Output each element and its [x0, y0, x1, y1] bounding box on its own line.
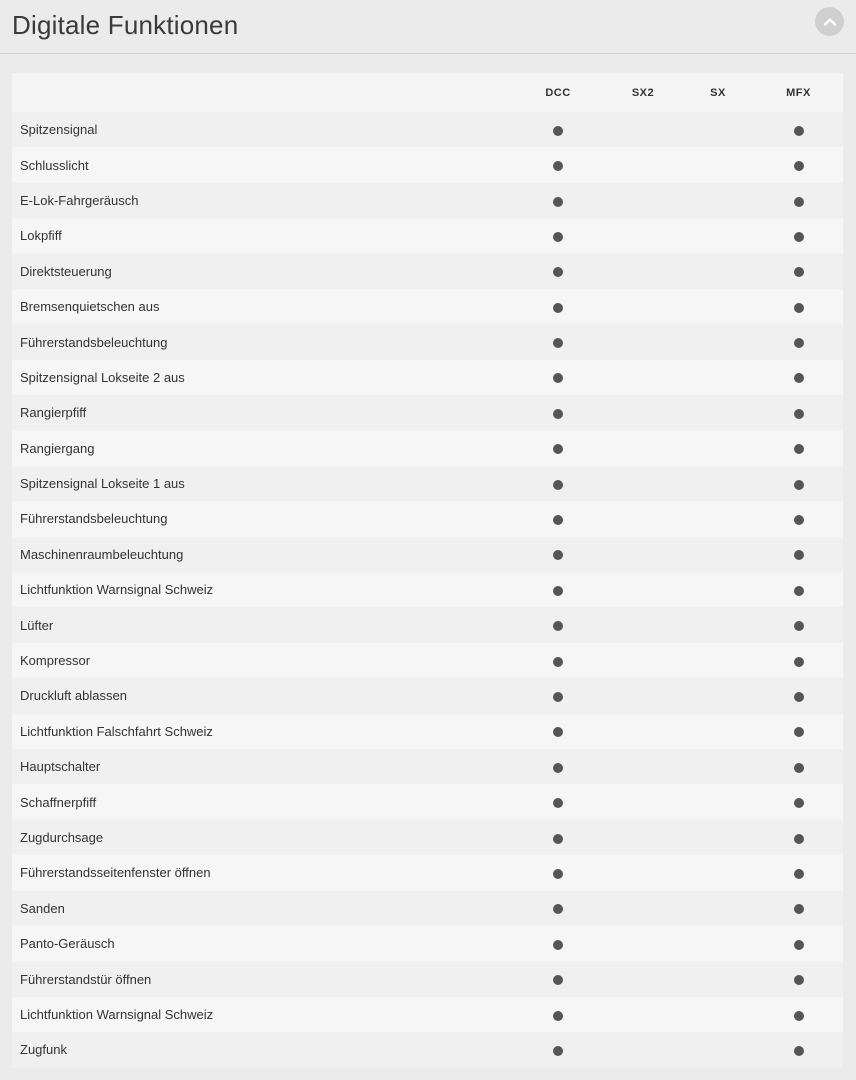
- supported-dot-icon: [553, 126, 563, 136]
- function-label: Schlusslicht: [12, 147, 512, 182]
- support-cell-sx2: [604, 855, 682, 890]
- support-cell-mfx: [754, 501, 843, 536]
- supported-dot-icon: [553, 1046, 563, 1056]
- support-cell-mfx: [754, 961, 843, 996]
- table-row: [12, 289, 843, 324]
- support-cell-mfx: [754, 324, 843, 359]
- supported-dot-icon: [553, 444, 563, 454]
- support-cell-dcc: [512, 926, 604, 961]
- table-row: [12, 1032, 843, 1067]
- supported-dot-icon: [794, 869, 804, 879]
- supported-dot-icon: [794, 444, 804, 454]
- support-cell-dcc: [512, 324, 604, 359]
- support-cell-dcc: [512, 891, 604, 926]
- function-label: Führerstandsbeleuchtung: [12, 324, 512, 359]
- support-cell-dcc: [512, 466, 604, 501]
- support-cell-sx: [682, 466, 754, 501]
- support-cell-dcc: [512, 501, 604, 536]
- supported-dot-icon: [794, 373, 804, 383]
- support-cell-mfx: [754, 997, 843, 1032]
- table-row: [12, 607, 843, 642]
- support-cell-dcc: [512, 112, 604, 147]
- supported-dot-icon: [553, 621, 563, 631]
- support-cell-dcc: [512, 820, 604, 855]
- supported-dot-icon: [794, 727, 804, 737]
- function-label: Bremsenquietschen aus: [12, 289, 512, 324]
- function-label: Führerstandstür öffnen: [12, 961, 512, 996]
- function-label: Panto-Geräusch: [12, 926, 512, 961]
- support-cell-dcc: [512, 1032, 604, 1067]
- column-header-sx2: SX2: [604, 73, 682, 112]
- function-label: Spitzensignal: [12, 112, 512, 147]
- section-title: Digitale Funktionen: [12, 10, 239, 40]
- supported-dot-icon: [794, 940, 804, 950]
- table-row: [12, 395, 843, 430]
- supported-dot-icon: [794, 267, 804, 277]
- table-row: [12, 112, 843, 147]
- column-header-dcc: DCC: [512, 73, 604, 112]
- table-row: [12, 537, 843, 572]
- column-header-sx: SX: [682, 73, 754, 112]
- support-cell-sx2: [604, 784, 682, 819]
- support-cell-dcc: [512, 784, 604, 819]
- support-cell-sx: [682, 537, 754, 572]
- support-cell-mfx: [754, 678, 843, 713]
- support-cell-sx2: [604, 607, 682, 642]
- column-header-mfx: MFX: [754, 73, 843, 112]
- support-cell-sx: [682, 714, 754, 749]
- supported-dot-icon: [553, 161, 563, 171]
- support-cell-mfx: [754, 360, 843, 395]
- support-cell-sx: [682, 855, 754, 890]
- function-label: Führerstandsseitenfenster öffnen: [12, 855, 512, 890]
- support-cell-mfx: [754, 147, 843, 182]
- support-cell-sx: [682, 643, 754, 678]
- table-row: [12, 926, 843, 961]
- supported-dot-icon: [553, 657, 563, 667]
- support-cell-dcc: [512, 147, 604, 182]
- supported-dot-icon: [794, 515, 804, 525]
- support-cell-mfx: [754, 643, 843, 678]
- support-cell-dcc: [512, 607, 604, 642]
- supported-dot-icon: [553, 515, 563, 525]
- supported-dot-icon: [794, 480, 804, 490]
- chevron-up-icon: [822, 14, 838, 30]
- support-cell-sx2: [604, 218, 682, 253]
- table-row: [12, 254, 843, 289]
- function-label: Spitzensignal Lokseite 2 aus: [12, 360, 512, 395]
- supported-dot-icon: [794, 798, 804, 808]
- support-cell-sx2: [604, 112, 682, 147]
- function-label: Lichtfunktion Falschfahrt Schweiz: [12, 714, 512, 749]
- support-cell-mfx: [754, 395, 843, 430]
- support-cell-sx: [682, 926, 754, 961]
- supported-dot-icon: [553, 763, 563, 773]
- support-cell-sx: [682, 324, 754, 359]
- supported-dot-icon: [553, 727, 563, 737]
- table-row: [12, 749, 843, 784]
- support-cell-sx: [682, 395, 754, 430]
- support-cell-dcc: [512, 961, 604, 996]
- support-cell-dcc: [512, 714, 604, 749]
- table-row: [12, 147, 843, 182]
- support-cell-sx2: [604, 749, 682, 784]
- support-cell-sx: [682, 678, 754, 713]
- function-label: Lüfter: [12, 607, 512, 642]
- support-cell-dcc: [512, 360, 604, 395]
- function-label: Kompressor: [12, 643, 512, 678]
- supported-dot-icon: [553, 798, 563, 808]
- support-cell-mfx: [754, 537, 843, 572]
- support-cell-dcc: [512, 431, 604, 466]
- function-label: Rangiergang: [12, 431, 512, 466]
- supported-dot-icon: [553, 1011, 563, 1021]
- table-row: [12, 855, 843, 890]
- support-cell-dcc: [512, 643, 604, 678]
- supported-dot-icon: [553, 232, 563, 242]
- table-row: [12, 678, 843, 713]
- support-cell-sx: [682, 997, 754, 1032]
- support-cell-dcc: [512, 537, 604, 572]
- support-cell-sx2: [604, 289, 682, 324]
- support-cell-sx2: [604, 254, 682, 289]
- table-row: [12, 466, 843, 501]
- supported-dot-icon: [794, 338, 804, 348]
- supported-dot-icon: [553, 975, 563, 985]
- supported-dot-icon: [794, 1046, 804, 1056]
- table-row: [12, 714, 843, 749]
- support-cell-sx2: [604, 360, 682, 395]
- supported-dot-icon: [794, 197, 804, 207]
- support-cell-mfx: [754, 218, 843, 253]
- supported-dot-icon: [553, 197, 563, 207]
- supported-dot-icon: [794, 834, 804, 844]
- function-label: Direktsteuerung: [12, 254, 512, 289]
- support-cell-sx: [682, 607, 754, 642]
- supported-dot-icon: [794, 126, 804, 136]
- support-cell-sx: [682, 891, 754, 926]
- support-cell-dcc: [512, 254, 604, 289]
- function-label: Schaffnerpfiff: [12, 784, 512, 819]
- support-cell-sx2: [604, 572, 682, 607]
- support-cell-sx2: [604, 820, 682, 855]
- support-cell-dcc: [512, 183, 604, 218]
- supported-dot-icon: [553, 692, 563, 702]
- support-cell-sx2: [604, 501, 682, 536]
- support-cell-sx: [682, 749, 754, 784]
- support-cell-sx2: [604, 466, 682, 501]
- support-cell-dcc: [512, 749, 604, 784]
- table-header-row: [12, 73, 843, 112]
- table-row: [12, 218, 843, 253]
- support-cell-dcc: [512, 395, 604, 430]
- support-cell-sx2: [604, 926, 682, 961]
- function-label: Lichtfunktion Warnsignal Schweiz: [12, 997, 512, 1032]
- support-cell-sx: [682, 360, 754, 395]
- support-cell-sx: [682, 820, 754, 855]
- support-cell-dcc: [512, 289, 604, 324]
- support-cell-dcc: [512, 997, 604, 1032]
- support-cell-mfx: [754, 820, 843, 855]
- support-cell-mfx: [754, 749, 843, 784]
- support-cell-sx2: [604, 395, 682, 430]
- support-cell-sx2: [604, 891, 682, 926]
- support-cell-sx: [682, 218, 754, 253]
- table-row: [12, 324, 843, 359]
- support-cell-mfx: [754, 607, 843, 642]
- table-row: [12, 784, 843, 819]
- support-cell-sx2: [604, 714, 682, 749]
- support-cell-mfx: [754, 183, 843, 218]
- supported-dot-icon: [794, 550, 804, 560]
- support-cell-sx2: [604, 643, 682, 678]
- function-label: Führerstandsbeleuchtung: [12, 501, 512, 536]
- functions-table-wrapper: [12, 73, 843, 1068]
- support-cell-sx: [682, 289, 754, 324]
- support-cell-dcc: [512, 572, 604, 607]
- supported-dot-icon: [553, 480, 563, 490]
- support-cell-mfx: [754, 926, 843, 961]
- supported-dot-icon: [794, 586, 804, 596]
- support-cell-sx: [682, 147, 754, 182]
- supported-dot-icon: [794, 1011, 804, 1021]
- support-cell-sx: [682, 254, 754, 289]
- support-cell-mfx: [754, 289, 843, 324]
- function-label: Maschinenraumbeleuchtung: [12, 537, 512, 572]
- supported-dot-icon: [794, 657, 804, 667]
- support-cell-mfx: [754, 112, 843, 147]
- table-row: [12, 183, 843, 218]
- function-label: Zugfunk: [12, 1032, 512, 1067]
- support-cell-mfx: [754, 572, 843, 607]
- support-cell-sx2: [604, 1032, 682, 1067]
- support-cell-sx: [682, 784, 754, 819]
- supported-dot-icon: [794, 975, 804, 985]
- support-cell-mfx: [754, 714, 843, 749]
- support-cell-sx2: [604, 183, 682, 218]
- function-label: Spitzensignal Lokseite 1 aus: [12, 466, 512, 501]
- supported-dot-icon: [794, 161, 804, 171]
- table-row: [12, 501, 843, 536]
- support-cell-sx2: [604, 997, 682, 1032]
- supported-dot-icon: [794, 904, 804, 914]
- supported-dot-icon: [794, 621, 804, 631]
- support-cell-dcc: [512, 678, 604, 713]
- supported-dot-icon: [553, 550, 563, 560]
- collapse-button[interactable]: [815, 7, 844, 36]
- table-row: [12, 997, 843, 1032]
- supported-dot-icon: [553, 267, 563, 277]
- section-header: [0, 0, 856, 54]
- function-label: Sanden: [12, 891, 512, 926]
- table-row: [12, 820, 843, 855]
- table-row: [12, 431, 843, 466]
- supported-dot-icon: [794, 692, 804, 702]
- support-cell-mfx: [754, 431, 843, 466]
- column-header-function: [12, 73, 512, 112]
- table-body: [12, 112, 843, 1068]
- supported-dot-icon: [553, 904, 563, 914]
- support-cell-mfx: [754, 891, 843, 926]
- function-label: Rangierpfiff: [12, 395, 512, 430]
- support-cell-sx: [682, 183, 754, 218]
- support-cell-sx: [682, 572, 754, 607]
- supported-dot-icon: [553, 338, 563, 348]
- support-cell-sx: [682, 112, 754, 147]
- support-cell-sx: [682, 431, 754, 466]
- support-cell-dcc: [512, 218, 604, 253]
- support-cell-sx: [682, 1032, 754, 1067]
- support-cell-sx2: [604, 431, 682, 466]
- support-cell-dcc: [512, 855, 604, 890]
- support-cell-sx2: [604, 537, 682, 572]
- functions-table: [12, 73, 843, 1068]
- support-cell-sx2: [604, 147, 682, 182]
- supported-dot-icon: [553, 834, 563, 844]
- supported-dot-icon: [794, 303, 804, 313]
- supported-dot-icon: [553, 409, 563, 419]
- function-label: E-Lok-Fahrgeräusch: [12, 183, 512, 218]
- table-row: [12, 961, 843, 996]
- support-cell-sx2: [604, 324, 682, 359]
- supported-dot-icon: [553, 869, 563, 879]
- support-cell-mfx: [754, 254, 843, 289]
- support-cell-sx2: [604, 961, 682, 996]
- support-cell-mfx: [754, 1032, 843, 1067]
- supported-dot-icon: [794, 232, 804, 242]
- function-label: Druckluft ablassen: [12, 678, 512, 713]
- table-row: [12, 572, 843, 607]
- table-row: [12, 360, 843, 395]
- support-cell-sx2: [604, 678, 682, 713]
- function-label: Hauptschalter: [12, 749, 512, 784]
- support-cell-sx: [682, 961, 754, 996]
- function-label: Lokpfiff: [12, 218, 512, 253]
- supported-dot-icon: [553, 586, 563, 596]
- supported-dot-icon: [553, 303, 563, 313]
- support-cell-sx: [682, 501, 754, 536]
- function-label: Zugdurchsage: [12, 820, 512, 855]
- support-cell-mfx: [754, 466, 843, 501]
- support-cell-mfx: [754, 784, 843, 819]
- table-row: [12, 643, 843, 678]
- function-label: Lichtfunktion Warnsignal Schweiz: [12, 572, 512, 607]
- supported-dot-icon: [553, 940, 563, 950]
- supported-dot-icon: [794, 409, 804, 419]
- table-row: [12, 891, 843, 926]
- supported-dot-icon: [794, 763, 804, 773]
- supported-dot-icon: [553, 373, 563, 383]
- support-cell-mfx: [754, 855, 843, 890]
